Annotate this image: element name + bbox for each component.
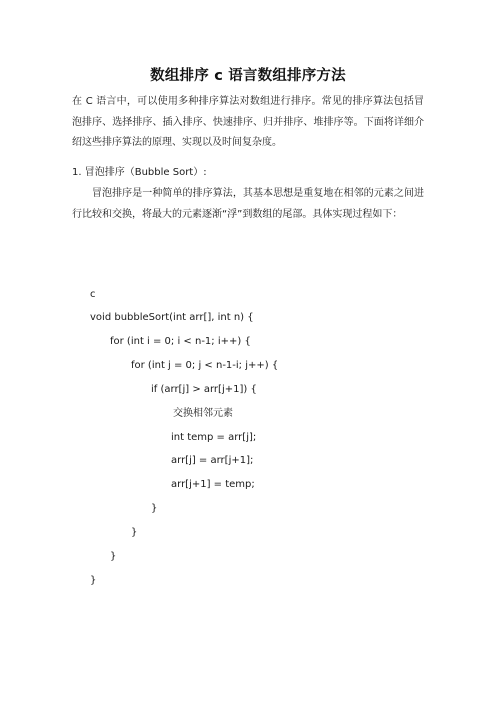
- code-comment: 交换相邻元素: [173, 408, 233, 419]
- intro-paragraph: 在 C 语言中，可以使用多种排序算法对数组进行排序。常见的排序算法包括冒泡排序、选择排序、插入排序、快速排序、归并排序、堆排序等。下面将详细介绍这些排序算法的原理、实现以及时间复杂度。: [72, 96, 424, 148]
- code-line: }: [131, 527, 138, 538]
- code-line: }: [151, 503, 158, 514]
- code-line: void bubbleSort(int arr[], int n) {: [90, 312, 254, 323]
- code-line: }: [110, 551, 117, 562]
- code-line: arr[j+1] = temp;: [171, 479, 255, 490]
- code-line: if (arr[j] > arr[j+1]) {: [151, 384, 257, 395]
- document-title: 数组排序 c 语言数组排序方法: [150, 68, 346, 84]
- code-line: c: [90, 289, 96, 300]
- code-line: for (int i = 0; i < n-1; i++) {: [110, 336, 251, 347]
- code-line: int temp = arr[j];: [171, 432, 257, 443]
- code-line: arr[j] = arr[j+1];: [171, 455, 254, 466]
- section-heading-bubble-sort: 1. 冒泡排序（Bubble Sort）:: [72, 167, 207, 178]
- code-line: for (int j = 0; j < n-1-i; j++) {: [131, 360, 279, 371]
- bubble-sort-description: 冒泡排序是一种简单的排序算法，其基本思想是重复地在相邻的元素之间进行比较和交换，将最大的元素逐渐“浮”到数组的尾部。具体实现过程如下：: [72, 188, 424, 220]
- code-line: }: [90, 575, 97, 586]
